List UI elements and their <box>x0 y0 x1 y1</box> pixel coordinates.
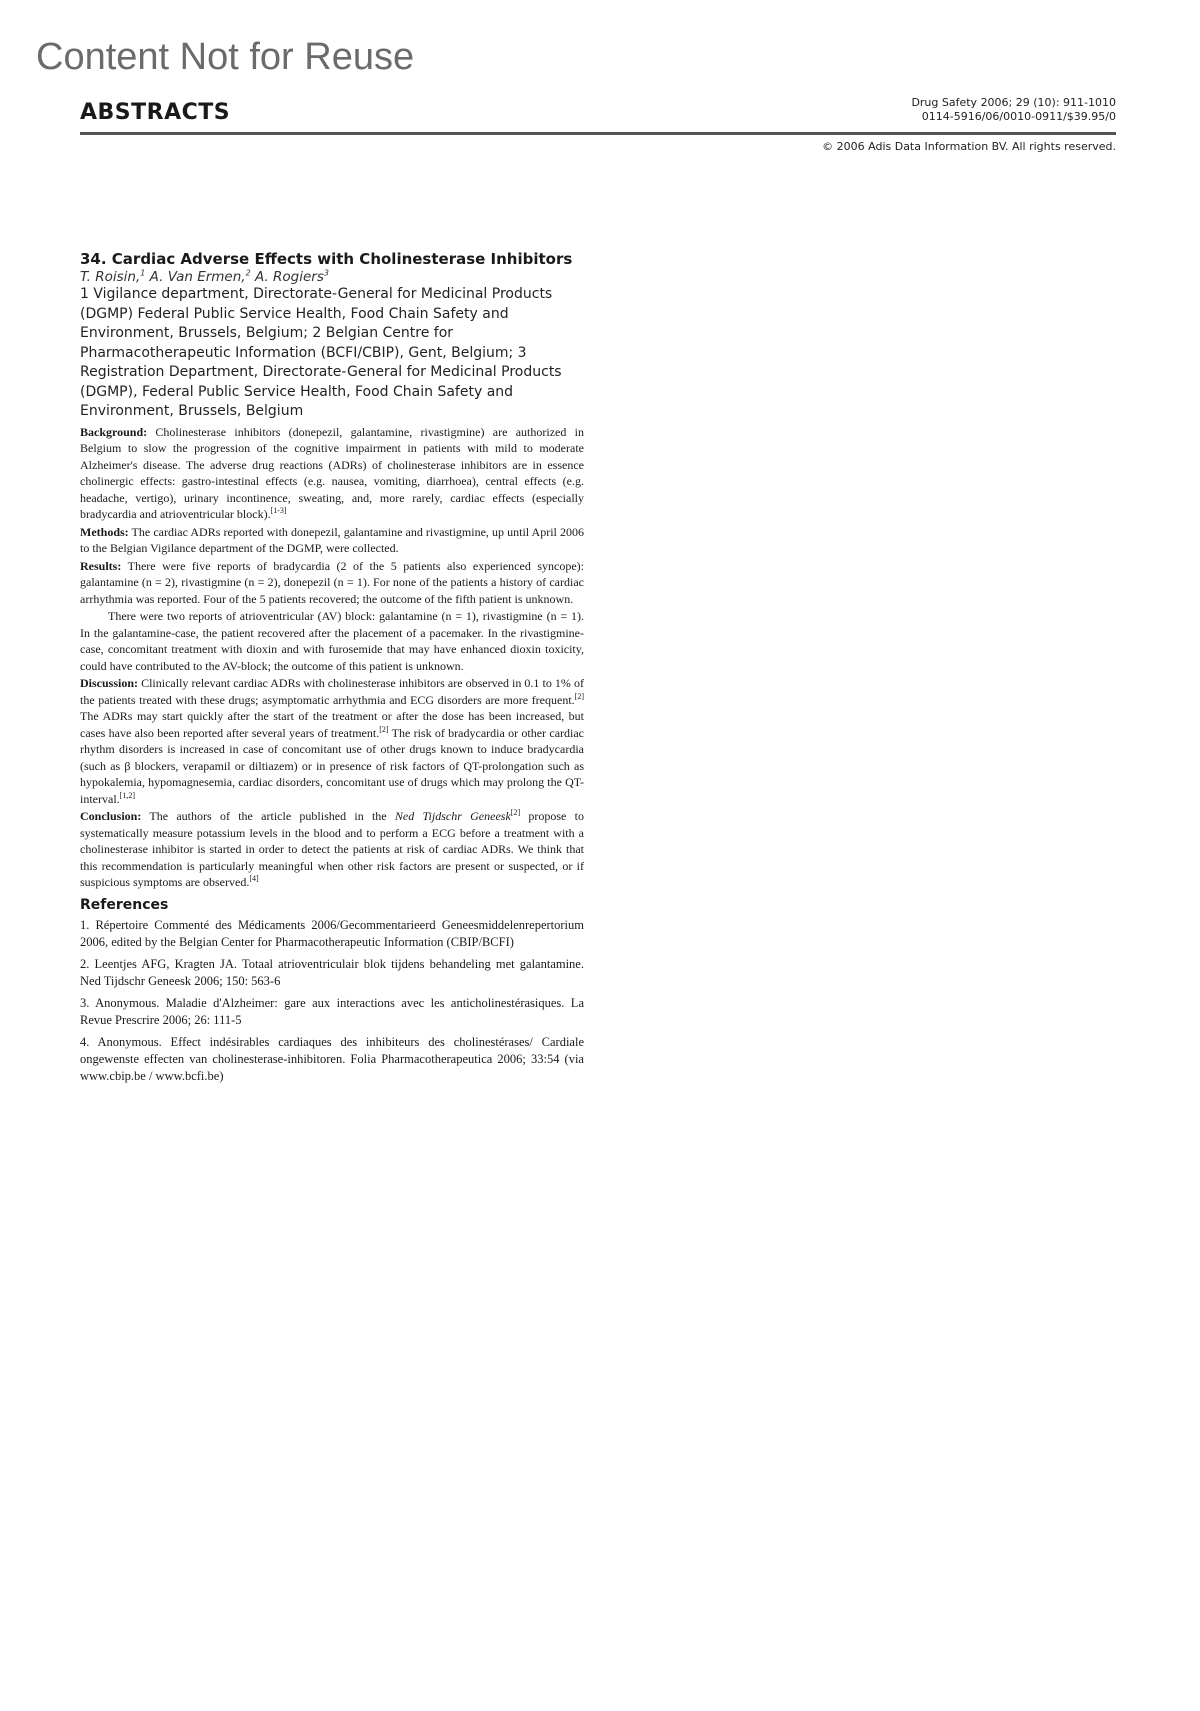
background-paragraph <box>80 424 584 523</box>
header-rule <box>80 132 1116 135</box>
results-label: Results: <box>80 558 122 573</box>
copyright-notice: © 2006 Adis Data Information BV. All rights reserved. <box>822 140 1116 153</box>
results-paragraph <box>80 558 584 608</box>
author-2-affil: 2 <box>245 268 251 278</box>
affiliations: 1 Vigilance department, Directorate-General for Medicinal Products (DGMP) Federal Public Service Health, Food Chain Safety and Environment, Brussels, Belgium; 2 Belgian Centre for Pharmacotherapeutic Information (BCFI/CBIP), Gent, Belgium; 3 Registration Department, Directorate-General for Medicinal Products (DGMP), Federal Public Service Health, Food Chain Safety and Environment, Brussels, Belgium <box>80 286 562 419</box>
reference-item: 1. Répertoire Commenté des Médicaments 2006/Gecommentarieerd Geneesmiddelenrepertorium 2006, edited by the Belgian Center for Pharmacotherapeutic Information (CBIP/BCFI) <box>80 917 584 949</box>
conclusion-citation-1: [2] <box>510 808 521 817</box>
discussion-citation-1: [2] <box>574 691 584 701</box>
methods-label: Methods: <box>80 524 129 539</box>
journal-line-1: Drug Safety 2006; 29 (10): 911-1010 <box>911 96 1116 109</box>
section-title: ABSTRACTS <box>80 100 231 125</box>
discussion-citation-2: [2] <box>379 724 389 734</box>
conclusion-label: Conclusion: <box>80 809 142 823</box>
background-label: Background: <box>80 424 148 439</box>
discussion-citation-3: [1,2] <box>119 790 135 800</box>
background-citation: [1-3] <box>270 506 287 515</box>
conclusion-paragraph <box>80 808 584 891</box>
author-3: A. Rogiers <box>250 269 324 285</box>
conclusion-citation-2: [4] <box>249 874 259 883</box>
conclusion-text-1: The authors of the article published in the <box>141 809 395 823</box>
reference-item: 3. Anonymous. Maladie d'Alzheimer: gare aux interactions avec les anticholinestérasiques. La Revue Prescrire 2006; 26: 111-5 <box>80 995 584 1027</box>
conclusion-journal-name: Ned Tijdschr Geneesk <box>394 809 511 823</box>
methods-text: The cardiac ADRs reported with donepezil, galantamine and rivastigmine, up until April 2006 to the Belgian Vigilance department of the DGMP, were collected. <box>80 524 584 555</box>
discussion-label: Discussion: <box>80 676 139 690</box>
discussion-text-2: The ADRs may start quickly after the start of the treatment or after the dose has been increased, but cases have also been reported after several years of treatment. <box>80 709 584 740</box>
discussion-text-1: Clinically relevant cardiac ADRs with cholinesterase inhibitors are observed in 0.1 to 1% of the patients treated with these drugs; asymptomatic arrhythmia and ECG disorders are more frequent. <box>80 676 584 707</box>
discussion-paragraph <box>80 675 584 807</box>
authors <box>80 269 584 285</box>
methods-paragraph <box>80 524 584 557</box>
reference-item: 2. Leentjes AFG, Kragten JA. Totaal atrioventriculair blok tijdens behandeling met galantamine. Ned Tijdschr Geneesk 2006; 150: 563-6 <box>80 956 584 988</box>
journal-citation <box>911 96 1116 124</box>
watermark: Content Not for Reuse <box>36 36 415 78</box>
results-paragraph-2: There were two reports of atrioventricular (AV) block: galantamine (n = 1), rivastigmine (n = 1). In the galantamine-case, the patient recovered after the placement of a pacemaker. In the rivastigmine-case, concomitant treatment with dioxin and with furosemide that may have enhanced dioxin toxicity, could have contributed to the AV-block; the outcome of this patient is unknown. <box>80 609 584 673</box>
reference-item: 4. Anonymous. Effect indésirables cardiaques des inhibiteurs des cholinestérases/ Cardiale ongewenste effecten van cholinesterase-inhibitoren. Folia Pharmacotherapeutica 2006; 33:54 (via www.cbip.be / www.bcfi.be) <box>80 1034 584 1083</box>
author-1-affil: 1 <box>140 268 146 278</box>
references-heading: References <box>80 896 169 913</box>
conclusion-text-2: propose to systematically measure potassium levels in the blood and to perform a ECG before a treatment with a cholinesterase inhibitor is started in order to detect the patients at risk of cardiac ADRs. We think that this recommendation is particularly meaningful when other risk factors are present or suspected, or if suspicious symptoms are observed. <box>80 809 584 889</box>
author-1: T. Roisin, <box>80 269 141 285</box>
author-3-affil: 3 <box>323 268 329 278</box>
discussion-text-3: The risk of bradycardia or other cardiac rhythm disorders is increased in case of concomitant use of other drugs known to induce bradycardia (such as β blockers, verapamil or diltiazem) or in presence of risk factors of QT-prolongation such as hypokalemia, hypomagnesemia, cardiac disorders, concomitant use of drugs which may prolong the QT-interval. <box>80 725 584 806</box>
journal-line-2: 0114-5916/06/0010-0911/$39.95/0 <box>921 110 1116 123</box>
article-title: 34. Cardiac Adverse Effects with Cholinesterase Inhibitors <box>80 250 573 268</box>
results-text: There were five reports of bradycardia (2 of the 5 patients also experienced syncope): galantamine (n = 2), rivastigmine (n = 2), donepezil (n = 1). For none of the patients a history of cardiac arrhythmia was reported. Four of the 5 patients recovered; the outcome of the fifth patient is unknown. <box>80 558 584 606</box>
author-2: A. Van Ermen, <box>145 269 246 285</box>
abstract-column <box>80 250 584 1090</box>
background-text: Cholinesterase inhibitors (donepezil, galantamine, rivastigmine) are authorized in Belgium to slow the progression of the cognitive impairment in patients with mild to moderate Alzheimer's disease. The adverse drug reactions (ADRs) of cholinesterase inhibitors are in essence cholinergic effects: gastro-intestinal effects (e.g. nausea, vomiting, diarrhoea), central effects (e.g. headache, vertigo), urinary incontinence, sweating, and, more rarely, cardiac effects (especially bradycardia and atrioventricular block). <box>80 424 584 521</box>
